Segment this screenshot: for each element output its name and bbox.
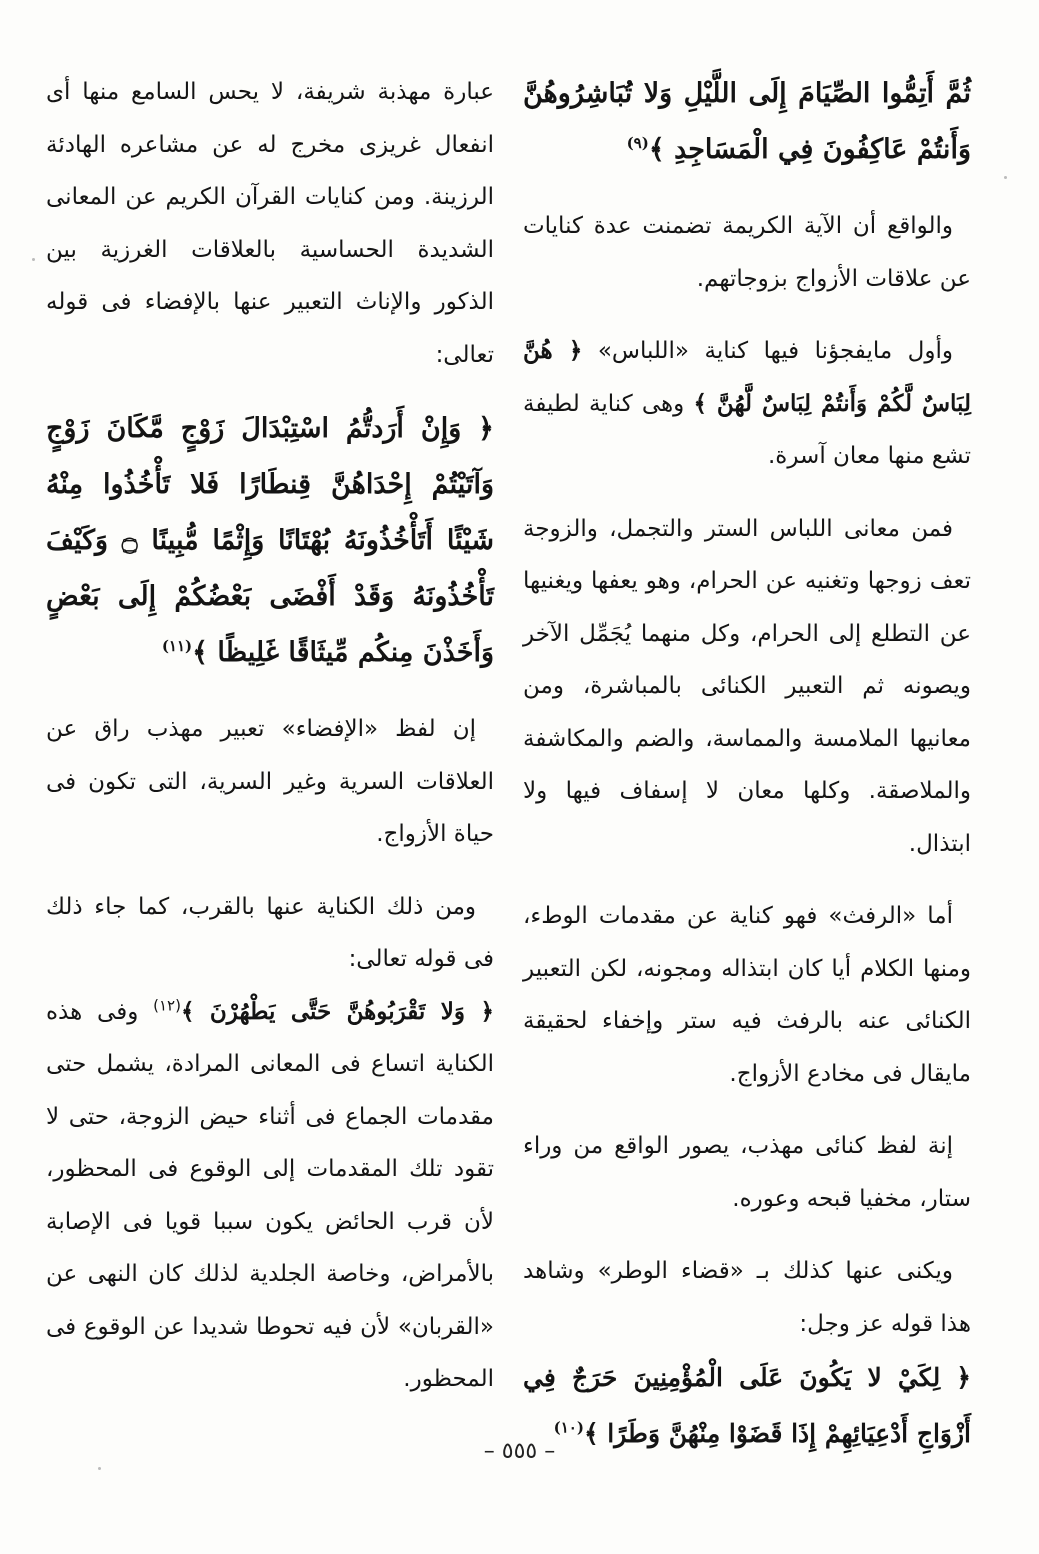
scan-speck [98, 1467, 101, 1470]
paragraph: ومن ذلك الكناية عنها بالقرب، كما جاء ذلك فى قوله تعالى: [46, 893, 494, 972]
verse-text: ثُمَّ أَتِمُّوا الصِّيَامَ إِلَى اللَّيْلِ وَلا تُبَاشِرُوهُنَّ وَأَنتُمْ عَاكِفُونَ فِي الْمَسَاجِدِ ﴾ [523, 78, 971, 165]
paragraph-text: وفى هذه الكناية اتساع فى المعانى المرادة، يشمل حتى مقدمات الجماع فى أثناء حيض الزوجة، حتى لا تقود تلك المقدمات إلى الوقوع فى المحظور، لأن قرب الحائض يكون سببا قويا فى الإصابة بالأمراض، وخاصة الجلدية لذلك كان النهى عن «القربان» لأن فيه تحوطا شديدا عن الوقوع فى المحظور. [46, 998, 494, 1392]
paragraph-text: وهى كناية لطيفة تشع منها معان آسرة. [523, 390, 971, 469]
paragraph-libas [523, 325, 971, 483]
verse-text: ﴿ لِكَيْ لا يَكُونَ عَلَى الْمُؤْمِنِينَ حَرَجٌ فِي أَزْوَاجِ أَدْعِيَائِهِمْ إِذَا قَضَوْا مِنْهُنَّ وَطَرًا ﴾ [523, 1363, 971, 1448]
footnote-marker: (١١) [161, 637, 193, 655]
footnote-marker: (١٢) [153, 995, 181, 1014]
scan-speck [32, 258, 35, 261]
left-column [46, 66, 494, 1406]
paragraph: والواقع أن الآية الكريمة تضمنت عدة كنايات عن علاقات الأزواج بزوجاتهم. [523, 213, 971, 292]
inline-verse: ﴿ وَلا تَقْرَبُوهُنَّ حَتَّى يَطْهُرْنَ ﴾ [180, 997, 494, 1025]
paragraph: ويكنى عنها كذلك بـ «قضاء الوطر» وشاهد هذا قوله عز وجل: [523, 1258, 971, 1337]
paragraph: أما «الرفث» فهو كناية عن مقدمات الوطء، ومنها الكلام أيا كان ابتذاله ومجونه، لكن التعبير الكنائى عنه بالرفث فيه ستر وإخفاء لحقيقة مايقال فى مخادع الأزواج. [523, 903, 971, 1087]
footnote-marker: (٩) [626, 134, 649, 152]
paragraph-qurb [46, 986, 494, 1406]
right-column [523, 66, 971, 1484]
paragraph: إن لفظ «الإفضاء» تعبير مهذب راق عن العلاقات السرية وغير السرية، التى تكون فى حياة الأزواج. [46, 716, 494, 847]
page-number: – ٥٥٥ – [483, 1439, 556, 1464]
quran-verse-fasting [523, 66, 971, 178]
paragraph: عبارة مهذبة شريفة، لا يحس السامع منها أى انفعال غريزى مخرج له عن مشاعره الهادئة الرزينة. ومن كنايات القرآن الكريم عن المعانى الشديدة الحساسية بالعلاقات الغرزية بين الذكور والإناث التعبير عنها بالإفضاء فى قوله تعالى: [46, 79, 494, 368]
quran-verse-ifdaa [46, 401, 494, 681]
paragraph-text: وأول مايفجؤنا فيها كناية «اللباس» [582, 338, 953, 364]
footnote-marker: (١٠) [553, 1418, 584, 1437]
verse-text: ﴿ وَإِنْ أَرَدتُّمُ اسْتِبْدَالَ زَوْجٍ مَّكَانَ زَوْجٍ وَآتَيْتُمْ إِحْدَاهُنَّ قِنطَارًا فَلا تَأْخُذُوا مِنْهُ شَيْئًا أَتَأْخُذُونَهُ بُهْتَانًا وَإِثْمًا مُّبِينًا ۝ وَكَيْفَ تَأْخُذُونَهُ وَقَدْ أَفْضَى بَعْضُكُمْ إِلَى بَعْضٍ وَأَخَذْنَ مِنكُم مِّيثَاقًا غَلِيظًا ﴾ [46, 413, 494, 668]
paragraph: فمن معانى اللباس الستر والتجمل، والزوجة تعف زوجها وتغنيه عن الحرام، وهو يعفها ويغنيها عن التطلع إلى الحرام، وكل منهما يُجَمِّل الآخر ويصونه ثم التعبير الكنائى بالمباشرة، ومن معانيها الملامسة والمماسة، والضم والمكاشفة والملاصقة. وكلها معان لا إسفاف فيها ولا ابتذال. [523, 515, 971, 857]
paragraph: إنة لفظ كنائى مهذب، يصور الواقع من وراء ستار، مخفيا قبحه وعوره. [523, 1133, 971, 1212]
inline-verse: ﴿ هُنَّ لِبَاسٌ لَّكُمْ وَأَنتُمْ لِبَاسٌ لَّهُنَّ ﴾ [523, 337, 971, 417]
scan-speck [1004, 176, 1007, 179]
